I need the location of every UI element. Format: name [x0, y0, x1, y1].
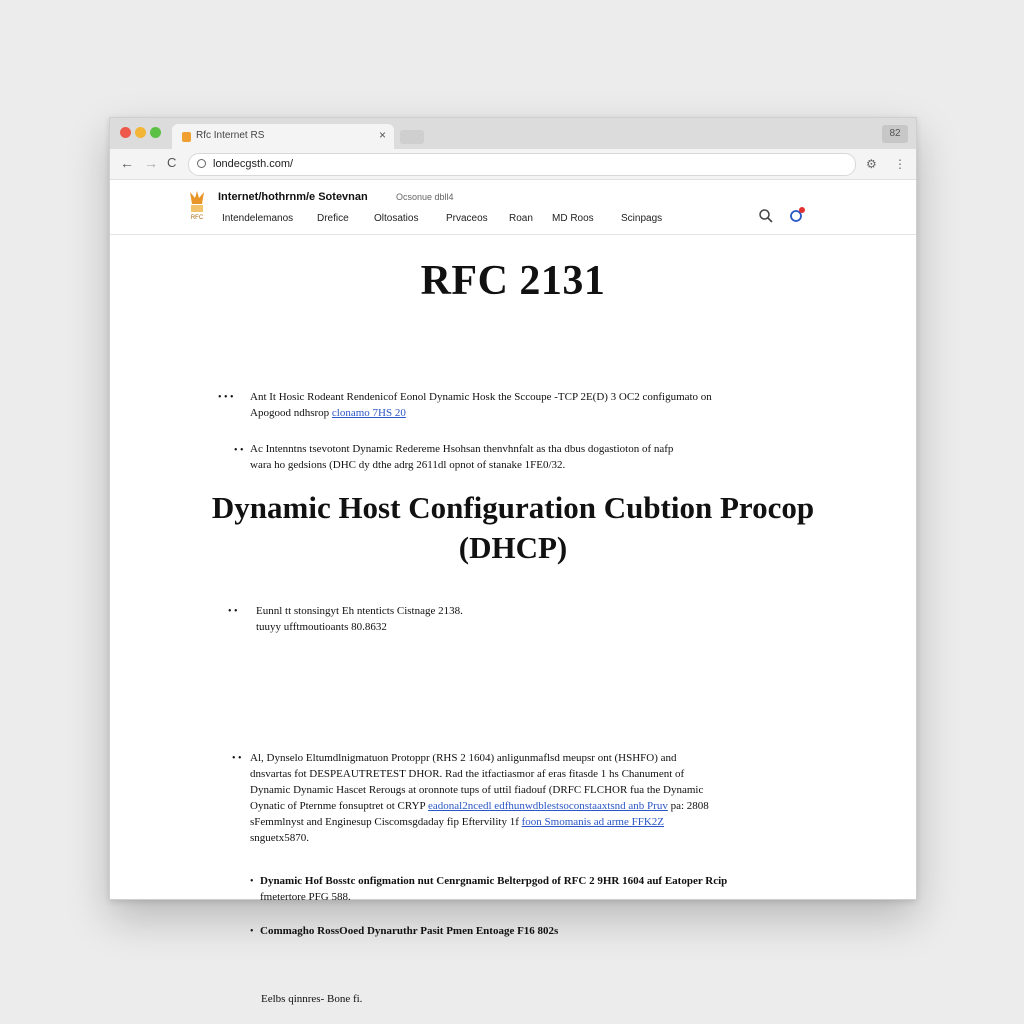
menu-icon[interactable]: ⋮ [894, 157, 906, 171]
bullet-text: Dynamic Dynamic Hascet Rerougs at oronnote tups of uttil fiadouf (DRFC FLCHOR fua the Dynamic [250, 784, 704, 796]
user-account-icon[interactable] [788, 206, 808, 224]
bullet-text: Eunnl tt stonsingyt Eh ntenticts Cistnage 2138. [256, 605, 463, 617]
address-bar[interactable] [188, 153, 856, 176]
search-icon[interactable] [758, 208, 774, 224]
settings-icon[interactable]: ⚙ [866, 157, 877, 171]
bullet-text: Ac Intenntns tsevotont Dynamic Redereme Hsohsan thenvhnfalt as tha dbus dogastioton of nafp [250, 443, 674, 455]
site-subtitle: Ocsonue dbll4 [396, 192, 454, 202]
list-item [250, 441, 673, 473]
nav-item-scinpags[interactable]: Scinpags [621, 213, 663, 224]
tab-title: Rfc Internet RS [196, 130, 265, 141]
browser-toolbar [110, 149, 916, 180]
bullet-text: wara ho gedsions (DHC dy dthe adrg 2611dl opnot of stanake 1FE0/32. [250, 459, 566, 471]
list-item [256, 603, 463, 635]
window-badge[interactable]: 82 [882, 125, 908, 143]
bullet-marker: • • • [218, 392, 234, 403]
reload-button[interactable]: C [167, 155, 177, 170]
reference-link[interactable]: eadonal2ncedl edfhunwdblestsoconstaaxtsnd anb Pruv [428, 800, 668, 812]
bullet-text: fmetertore PFG 588. [260, 891, 351, 903]
footer-text: Eelbs qinnres- Bone fi. [261, 993, 363, 1005]
main-title [110, 488, 916, 568]
bullet-text: Oynatic of Pternme fonsuptret ot CRYP eadonal2ncedl edfhunwdblestsoconstaaxtsnd anb Pruv pa: 2808 [250, 800, 709, 812]
main-title-line: (DHCP) [458, 530, 568, 565]
browser-window [109, 117, 917, 1005]
maximize-window-button[interactable] [150, 127, 161, 138]
bullet-marker: • [250, 876, 254, 887]
list-item [260, 923, 558, 939]
bullet-text: snguetx5870. [250, 832, 309, 844]
forward-button[interactable]: → [144, 155, 158, 171]
main-title-line: Dynamic Host Configuration Cubtion Procop [211, 490, 815, 525]
bullet-marker: • • [228, 606, 238, 617]
document-content [110, 235, 916, 1005]
bullet-text: Dynamic Hof Bosstc onfigmation nut Cenrgnamic Belterpgod of RFC 2 9HR 1604 auf Eatoper Rcip [260, 875, 728, 887]
minimize-window-button[interactable] [135, 127, 146, 138]
back-button[interactable]: ← [120, 155, 134, 171]
site-info-icon[interactable] [197, 159, 206, 168]
bullet-marker: • • [234, 445, 244, 456]
nav-item-prvaceos[interactable]: Prvaceos [446, 213, 488, 224]
bullet-text: Al, Dynselo Eltumdlnigmatuon Protoppr (RHS 2 1604) anligunmaflsd meupsr ont (HSHFO) and [250, 752, 677, 764]
bullet-text: tuuyy ufftmoutioants 80.8632 [256, 621, 387, 633]
list-item [250, 750, 709, 846]
browser-tab[interactable] [172, 124, 394, 149]
rfc-title: RFC 2131 [420, 258, 606, 304]
nav-item-intendelemanos[interactable]: Intendelemanos [222, 213, 294, 224]
nav-item-oltosatios[interactable]: Oltosatios [374, 213, 419, 224]
bullet-text: Ant It Hosic Rodeant Rendenicof Eonol Dynamic Hosk the Sccoupe -TCP 2E(D) 3 OC2 configumato on [250, 391, 712, 403]
site-logo-icon[interactable] [186, 188, 208, 220]
bullet-marker: • • [232, 753, 242, 764]
bullet-text: sFemmlnyst and Enginesup Ciscomsgdaday fip Eftervility 1f foon Smomanis ad arme FFK2Z [250, 816, 664, 828]
site-title[interactable]: Internet/hothrnm/e Sotevnan [218, 191, 368, 203]
reference-link[interactable]: foon Smomanis ad arme FFK2Z [521, 816, 664, 828]
bullet-text: Commagho RossOoed Dynaruthr Pasit Pmen Entoage F16 802s [260, 925, 559, 937]
nav-item-md-roos[interactable]: MD Roos [552, 213, 594, 224]
logo-text: RFC [190, 215, 204, 221]
new-tab-button[interactable] [400, 130, 424, 144]
tab-close-button[interactable]: × [378, 128, 386, 142]
nav-item-roan[interactable]: Roan [509, 213, 533, 224]
list-item [250, 389, 712, 421]
close-window-button[interactable] [120, 127, 131, 138]
site-header [110, 180, 916, 235]
list-item [260, 873, 727, 905]
bullet-marker: • [250, 926, 254, 937]
favicon-icon [182, 132, 191, 142]
nav-item-drefice[interactable]: Drefice [317, 213, 349, 224]
reference-link[interactable]: clonamo 7HS 20 [331, 407, 406, 419]
tab-strip [110, 118, 916, 149]
bullet-text: Apogood ndhsrop clonamo 7HS 20 [250, 407, 406, 419]
bullet-text: dnsvartas fot DESPEAUTRETEST DHOR. Rad the itfactiasmor af eras fitasde 1 hs Chanument of [250, 768, 685, 780]
url-text[interactable]: londecgsth.com/ [213, 158, 294, 170]
